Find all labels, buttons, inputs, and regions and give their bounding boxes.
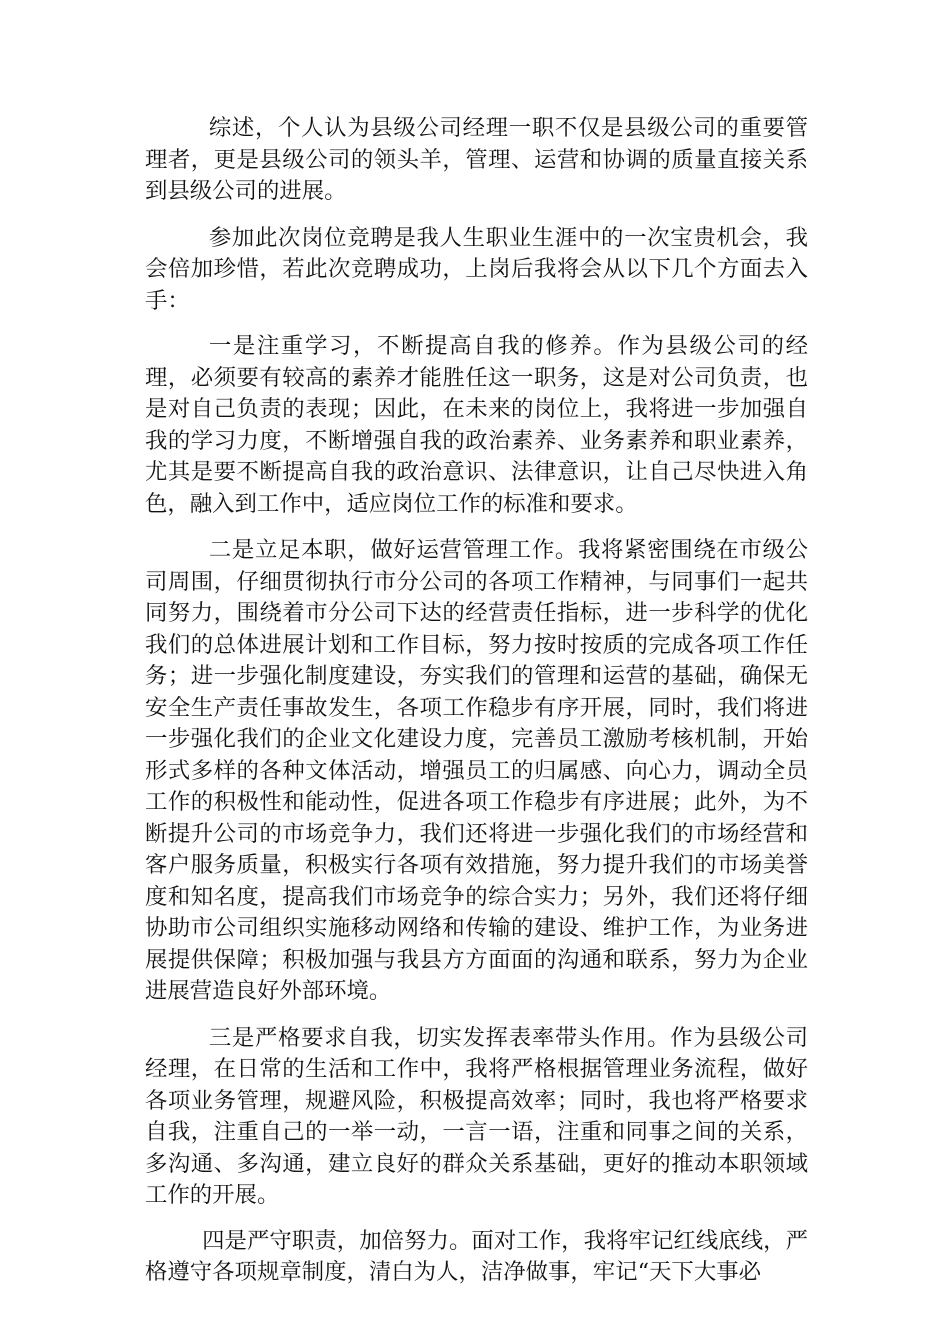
paragraph-point-one: 一是注重学习，不断提高自我的修养。作为县级公司的经理，必须要有较高的素养才能胜任这一职务，这是对公司负责，也是对自己负责的表现；因此，在未来的岗位上，我将进一步加强自我的学习力度，不断增强自我的政治素养、业务素养和职业素养，尤其是要不断提高自我的政治意识、法律意识，让自己尽快进入角色，融入到工作中，适应岗位工作的标准和要求。 (145, 333, 808, 517)
paragraph-point-two: 二是立足本职，做好运营管理工作。我将紧密围绕在市级公司周围，仔细贯彻执行市分公司的各项工作精神，与同事们一起共同努力，围绕着市分公司下达的经营责任指标，进一步科学的优化我们的总体进展计划和工作目标，努力按时按质的完成各项工作任务；进一步强化制度建设，夯实我们的管理和运营的基础，确保无安全生产责任事故发生，各项工作稳步有序开展，同时，我们将进一步强化我们的企业文化建设力度，完善员工激励考核机制，开始形式多样的各种文体活动，增强员工的归属感、向心力，调动全员工作的积极性和能动性，促进各项工作稳步有序进展；此外，为不断提升公司的市场竞争力，我们还将进一步强化我们的市场经营和客户服务质量，积极实行各项有效措施，努力提升我们的市场美誉度和知名度，提高我们市场竞争的综合实力；另外，我们还将仔细协助市公司组织实施移动网络和传输的建设、维护工作，为业务进展提供保障；积极加强与我县方方面面的沟通和联系，努力为企业进展营造良好外部环境。 (145, 537, 808, 1004)
document-page (145, 113, 808, 1302)
paragraph-point-three: 三是严格要求自我，切实发挥表率带头作用。作为县级公司经理，在日常的生活和工作中，我将严格根据管理业务流程，做好各项业务管理，规避风险，积极提高效率；同时，我也将严格要求自我，注重自己的一举一动，一言一语，注重和同事之间的关系，多沟通、多沟通，建立良好的群众关系基础，更好的推动本职领域工作的开展。 (145, 1024, 808, 1208)
paragraph-summary: 综述，个人认为县级公司经理一职不仅是县级公司的重要管理者，更是县级公司的领头羊，管理、运营和协调的质量直接关系到县级公司的进展。 (145, 115, 808, 204)
paragraph-intro: 参加此次岗位竞聘是我人生职业生涯中的一次宝贵机会，我会倍加珍惜，若此次竞聘成功，上岗后我将会从以下几个方面去入手： (145, 224, 808, 314)
paragraph-point-four: 四是严守职责，加倍努力。面对工作，我将牢记红线底线，严格遵守各项规章制度，清白为人，洁净做事，牢记“天下大事必 (145, 1227, 808, 1285)
